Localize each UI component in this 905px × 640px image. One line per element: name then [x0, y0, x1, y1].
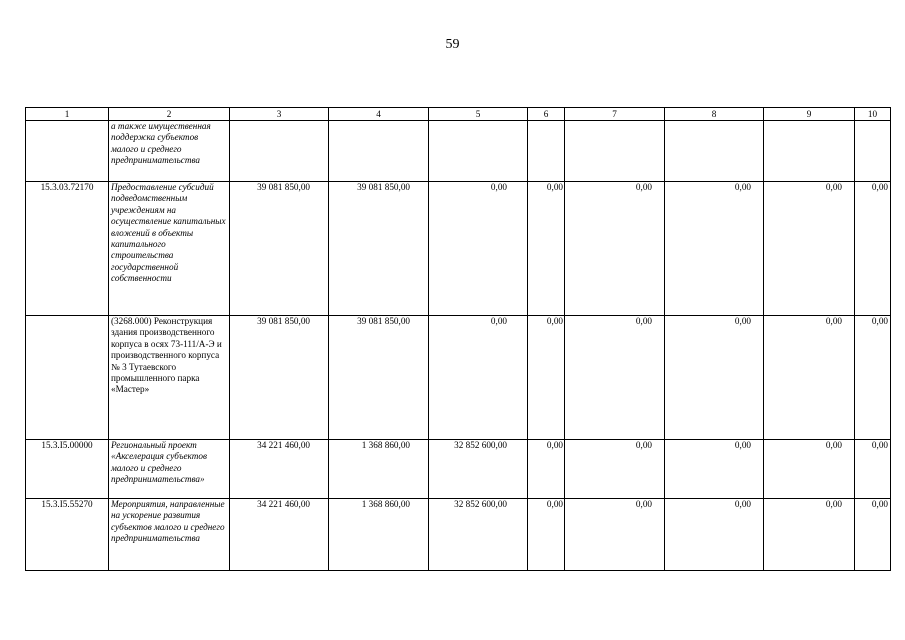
header-cell-2: 2 [109, 108, 230, 121]
row-value-col9 [764, 121, 855, 182]
row-value-col5: 32 852 600,00 [429, 440, 528, 499]
row-value-col9: 0,00 [764, 499, 855, 571]
row-value-col4: 39 081 850,00 [329, 316, 429, 440]
row-name: Мероприятия, направленные на ускорение развития субъектов малого и среднего предпринимательства [109, 499, 230, 571]
header-cell-1: 1 [26, 108, 109, 121]
row-value-col8: 0,00 [665, 182, 764, 316]
row-code [26, 121, 109, 182]
row-value-col9: 0,00 [764, 440, 855, 499]
row-value-col7: 0,00 [565, 182, 665, 316]
row-value-col4: 39 081 850,00 [329, 182, 429, 316]
row-code: 15.3.I5.00000 [26, 440, 109, 499]
row-code [26, 316, 109, 440]
table-row [26, 316, 891, 440]
row-value-col10: 0,00 [855, 440, 891, 499]
row-value-col3: 39 081 850,00 [230, 316, 329, 440]
row-value-col10: 0,00 [855, 182, 891, 316]
row-name: (3268.000) Реконструкция здания производственного корпуса в осях 73-111/А-Э и производственного корпуса № 3 Тутаевского промышленного парка «Мастер» [109, 316, 230, 440]
row-value-col3 [230, 121, 329, 182]
row-name: Региональный проект «Акселерация субъектов малого и среднего предпринимательства» [109, 440, 230, 499]
row-name: Предоставление субсидий подведомственным учреждениям на осуществление капитальных вложений в объекты капитального строительства государственной собственности [109, 182, 230, 316]
row-value-col8 [665, 121, 764, 182]
row-value-col3: 34 221 460,00 [230, 499, 329, 571]
table-row [26, 499, 891, 571]
row-value-col6: 0,00 [528, 182, 565, 316]
header-cell-3: 3 [230, 108, 329, 121]
row-value-col3: 39 081 850,00 [230, 182, 329, 316]
row-value-col6: 0,00 [528, 316, 565, 440]
row-value-col6: 0,00 [528, 499, 565, 571]
row-value-col10: 0,00 [855, 499, 891, 571]
table-row [26, 121, 891, 182]
header-cell-7: 7 [565, 108, 665, 121]
row-value-col9: 0,00 [764, 316, 855, 440]
row-value-col5: 32 852 600,00 [429, 499, 528, 571]
row-value-col4: 1 368 860,00 [329, 499, 429, 571]
row-code: 15.3.I5.55270 [26, 499, 109, 571]
row-value-col8: 0,00 [665, 316, 764, 440]
row-value-col7: 0,00 [565, 316, 665, 440]
row-name: а также имущественная поддержка субъектов малого и среднего предпринимательства [109, 121, 230, 182]
row-value-col10 [855, 121, 891, 182]
row-value-col6 [528, 121, 565, 182]
row-value-col8: 0,00 [665, 440, 764, 499]
row-value-col6: 0,00 [528, 440, 565, 499]
row-value-col10: 0,00 [855, 316, 891, 440]
table-row [26, 440, 891, 499]
header-cell-6: 6 [528, 108, 565, 121]
row-value-col7 [565, 121, 665, 182]
row-value-col8: 0,00 [665, 499, 764, 571]
header-row [26, 108, 891, 121]
table-row [26, 182, 891, 316]
row-value-col7: 0,00 [565, 499, 665, 571]
row-value-col5 [429, 121, 528, 182]
header-cell-9: 9 [764, 108, 855, 121]
page-number: 59 [445, 37, 460, 52]
header-cell-8: 8 [665, 108, 764, 121]
row-value-col4: 1 368 860,00 [329, 440, 429, 499]
row-value-col9: 0,00 [764, 182, 855, 316]
budget-table [25, 107, 891, 571]
row-value-col7: 0,00 [565, 440, 665, 499]
row-value-col5: 0,00 [429, 316, 528, 440]
header-cell-4: 4 [329, 108, 429, 121]
row-code: 15.3.03.72170 [26, 182, 109, 316]
header-cell-5: 5 [429, 108, 528, 121]
row-value-col4 [329, 121, 429, 182]
row-value-col3: 34 221 460,00 [230, 440, 329, 499]
row-value-col5: 0,00 [429, 182, 528, 316]
header-cell-10: 10 [855, 108, 891, 121]
